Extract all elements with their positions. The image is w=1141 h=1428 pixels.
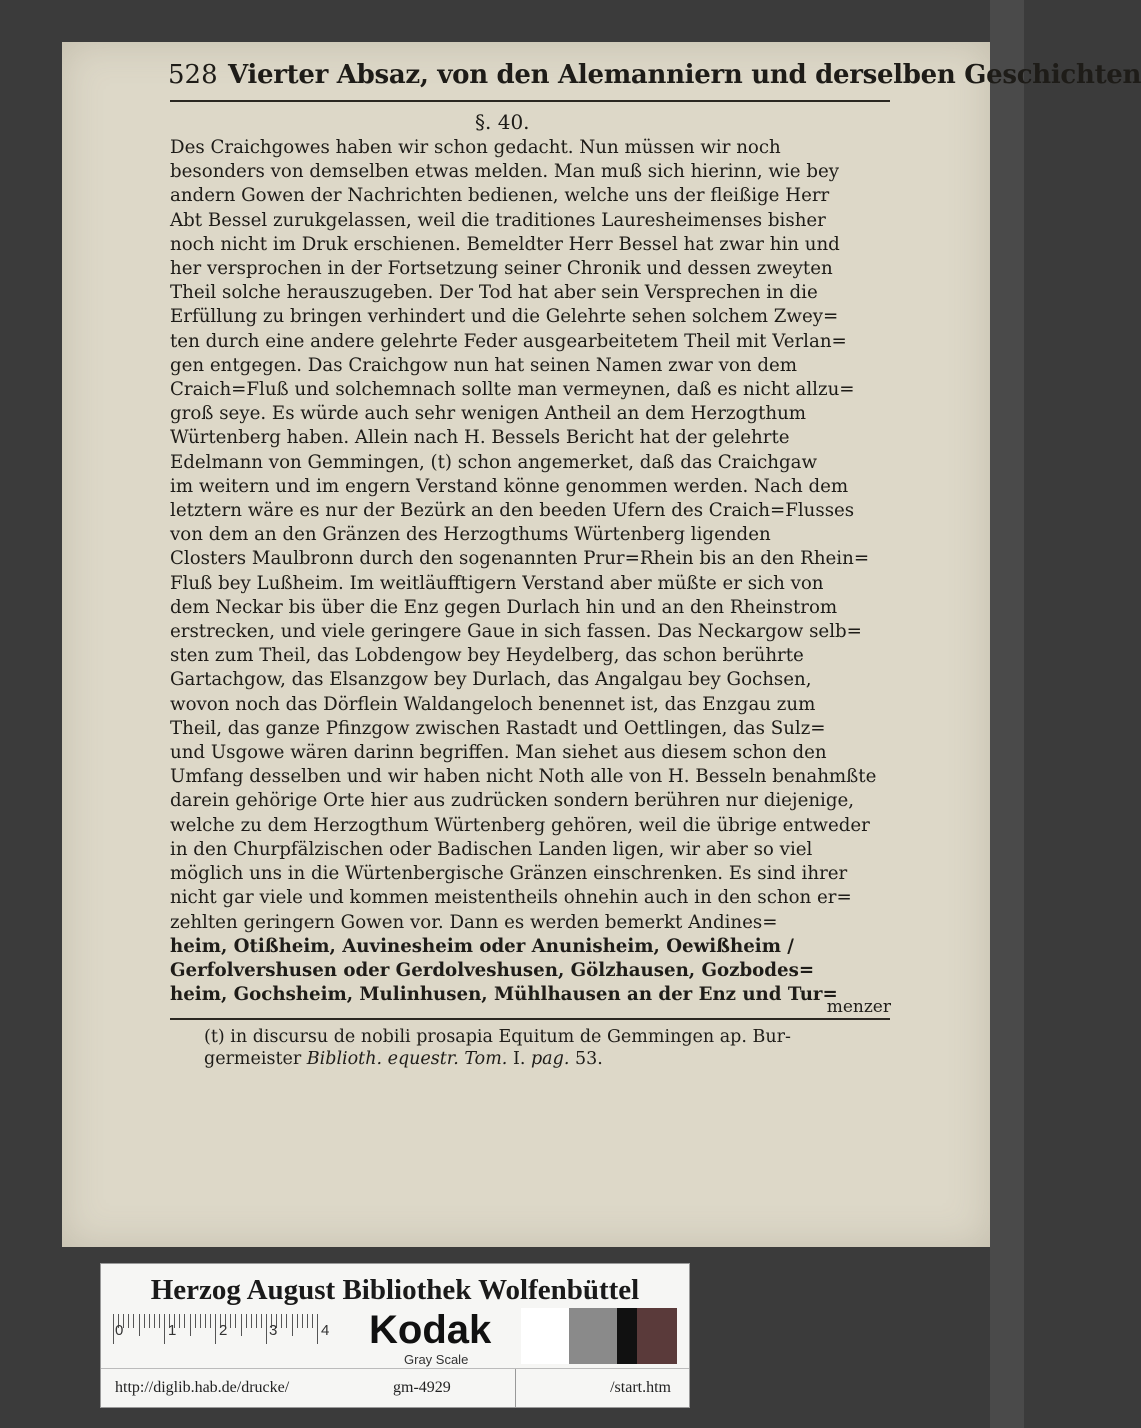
ruler-tick (235, 1314, 236, 1328)
section-number: §. 40. (475, 110, 530, 134)
library-title: Herzog August Bibliothek Wolfenbüttel (150, 1274, 640, 1306)
card-footer (101, 1368, 689, 1407)
ruler-tick (256, 1314, 257, 1328)
gray-swatch-mid (569, 1308, 617, 1364)
footnote-vol: I. (507, 1049, 531, 1069)
ruler-tick (144, 1314, 145, 1328)
text-line: und Usgowe wären darinn begriffen. Man siehet aus diesem schon den (170, 742, 827, 764)
ruler-tick (266, 1314, 267, 1344)
ruler-tick (230, 1314, 231, 1328)
text-line: andern Gowen der Nachrichten bedienen, welche uns der fleißige Herr (170, 185, 830, 207)
text-line: Erfüllung zu bringen verhindert und die Gelehrte sehen solchem Zwey= (170, 306, 839, 328)
page-header (168, 60, 1141, 100)
text-line: sten zum Theil, das Lobdengow bey Heydelberg, das schon berührte (170, 645, 804, 667)
footnote-italic-pag: pag. (530, 1049, 570, 1069)
text-line: Gerfolvershusen oder Gerdolveshusen, Gölzhausen, Gozbodes= (170, 959, 815, 981)
library-card (100, 1263, 690, 1408)
footnote-text-2: germeister (204, 1049, 307, 1069)
text-line: Abt Bessel zurukgelassen, weil die traditiones Lauresheimenses bisher (170, 209, 826, 231)
ruler-tick (139, 1314, 140, 1336)
ruler-tick (307, 1314, 308, 1328)
footer-separator (515, 1369, 516, 1407)
text-line: wovon noch das Dörflein Waldangeloch benennet ist, das Enzgau zum (170, 693, 816, 715)
text-line: im weitern und im engern Verstand könne genommen werden. Nach dem (170, 475, 849, 497)
ruler-tick (241, 1314, 242, 1336)
text-line: von dem an den Gränzen des Herzogthums Würtenberg ligenden (170, 524, 771, 546)
text-line: Closters Maulbronn durch den sogenannten Prur=Rhein bis an den Rhein= (170, 548, 870, 570)
catchword: menzer (826, 997, 891, 1017)
text-line: darein gehörige Orte hier aus zudrücken sondern berühren nur diejenige, (170, 790, 855, 812)
ruler-tick (195, 1314, 196, 1328)
running-title: Vierter Absaz, von den Alemanniern und derselben Geschichten (228, 60, 1141, 90)
footnote-marker: (t) (204, 1027, 225, 1047)
text-line: möglich uns in die Würtenbergische Gränzen einschrenken. Es sind ihrer (170, 863, 848, 885)
footnote (204, 1026, 894, 1070)
ruler-tick (205, 1314, 206, 1328)
ruler-tick (261, 1314, 262, 1328)
text-line: gen entgegen. Das Craichgow nun hat seinen Namen zwar von dem (170, 354, 797, 376)
ruler-number: 4 (321, 1322, 330, 1339)
ruler-tick (149, 1314, 150, 1328)
ruler-tick (210, 1314, 211, 1328)
text-line: erstrecken, und viele geringere Gaue in sich fassen. Das Neckargow selb= (170, 621, 862, 643)
gray-swatch-black (617, 1308, 637, 1364)
start-text: /start.htm (610, 1379, 671, 1396)
ruler-tick (133, 1314, 134, 1328)
ruler-tick (251, 1314, 252, 1328)
text-line: in den Churpfälzischen oder Badischen Landen ligen, wir aber so viel (170, 838, 813, 860)
text-line: besonders von demselben etwas melden. Man muß sich hierinn, wie bey (170, 161, 839, 183)
text-line: ten durch eine andere gelehrte Feder ausgearbeitetem Theil mit Verlan= (170, 330, 847, 352)
ruler-tick (302, 1314, 303, 1328)
text-line: letztern wäre es nur der Bezürk an den beeden Ufern des Craich=Flusses (170, 500, 855, 522)
ruler-tick (164, 1314, 165, 1344)
text-line: Umfang desselben und wir haben nicht Noth alle von H. Besseln benahmßte (170, 766, 877, 788)
ruler-tick (154, 1314, 155, 1328)
text-line: noch nicht im Druk erschienen. Bemeldter Herr Bessel hat zwar hin und (170, 233, 840, 255)
ruler-tick (113, 1314, 114, 1344)
ruler-number: 3 (269, 1322, 278, 1339)
ruler-tick (286, 1314, 287, 1328)
ruler-tick (246, 1314, 247, 1328)
text-line: zehlten geringern Gowen vor. Dann es werden bemerkt Andines= (170, 911, 778, 933)
text-line: groß seye. Es würde auch sehr wenigen Antheil an dem Herzogthum (170, 403, 807, 425)
signature-text: gm-4929 (393, 1379, 451, 1396)
footnote-rule (170, 1018, 890, 1020)
ruler-number: 2 (219, 1322, 228, 1339)
gray-scale-label: Gray Scale (404, 1352, 469, 1367)
ruler-number: 1 (168, 1322, 177, 1339)
text-line: Craich=Fluß und solchemnach sollte man vermeynen, daß es nicht allzu= (170, 379, 855, 401)
gray-swatch-dark (637, 1308, 677, 1364)
page-number: 528 (168, 60, 218, 90)
ruler-tick (159, 1314, 160, 1328)
ruler-tick (179, 1314, 180, 1328)
kodak-logo: Kodak (369, 1308, 492, 1352)
text-line: Theil, das ganze Pfinzgow zwischen Rastadt und Oettlingen, das Sulz= (170, 717, 826, 739)
footnote-italic: Biblioth. equestr. Tom. (306, 1049, 508, 1069)
ruler-tick (297, 1314, 298, 1328)
ruler-tick (281, 1314, 282, 1328)
ruler-number: 0 (115, 1322, 124, 1339)
text-line: Edelmann von Gemmingen, (t) schon angemerket, daß das Craichgaw (170, 451, 818, 473)
text-line: Würtenberg haben. Allein nach H. Bessels Bericht hat der gelehrte (170, 427, 790, 449)
text-line: nicht gar viele und kommen meistentheils ohnehin auch in den schon er= (170, 887, 852, 909)
gray-swatch-white (521, 1308, 569, 1364)
ruler-tick (128, 1314, 129, 1328)
text-line: Fluß bey Lußheim. Im weitläufftigern Verstand aber müßte er sich von (170, 572, 824, 594)
footnote-text: in discursu de nobili prosapia Equitum de Gemmingen ap. Bur- (230, 1027, 791, 1047)
text-line: dem Neckar bis über die Enz gegen Durlach hin und an den Rheinstrom (170, 596, 838, 618)
ruler-tick (215, 1314, 216, 1344)
ruler-tick (200, 1314, 201, 1328)
ruler-tick (317, 1314, 318, 1344)
text-line: welche zu dem Herzogthum Würtenberg gehören, weil die übrige entweder (170, 814, 870, 836)
ruler-tick (292, 1314, 293, 1336)
ruler-tick (312, 1314, 313, 1328)
text-line: Gartachgow, das Elsanzgow bey Durlach, das Angalgau bey Gochsen, (170, 669, 812, 691)
page-edge (990, 0, 1024, 1428)
text-line: Theil solche herauszugeben. Der Tod hat aber sein Versprechen in die (170, 282, 818, 304)
text-line: Des Craichgowes haben wir schon gedacht. Nun müssen wir noch (170, 137, 781, 158)
text-line: heim, Otißheim, Auvinesheim oder Anunisheim, Oewißheim / (170, 935, 794, 957)
ruler-tick (184, 1314, 185, 1328)
body-text (170, 136, 890, 1007)
header-rule (170, 100, 890, 102)
url-text: http://diglib.hab.de/drucke/ (115, 1379, 290, 1396)
footnote-page: 53. (569, 1049, 603, 1069)
text-line: heim, Gochsheim, Mulinhusen, Mühlhausen an der Enz und Tur= (170, 984, 838, 1006)
ruler-tick (190, 1314, 191, 1336)
text-line: her versprochen in der Fortsetzung seiner Chronik und dessen zweyten (170, 258, 833, 280)
